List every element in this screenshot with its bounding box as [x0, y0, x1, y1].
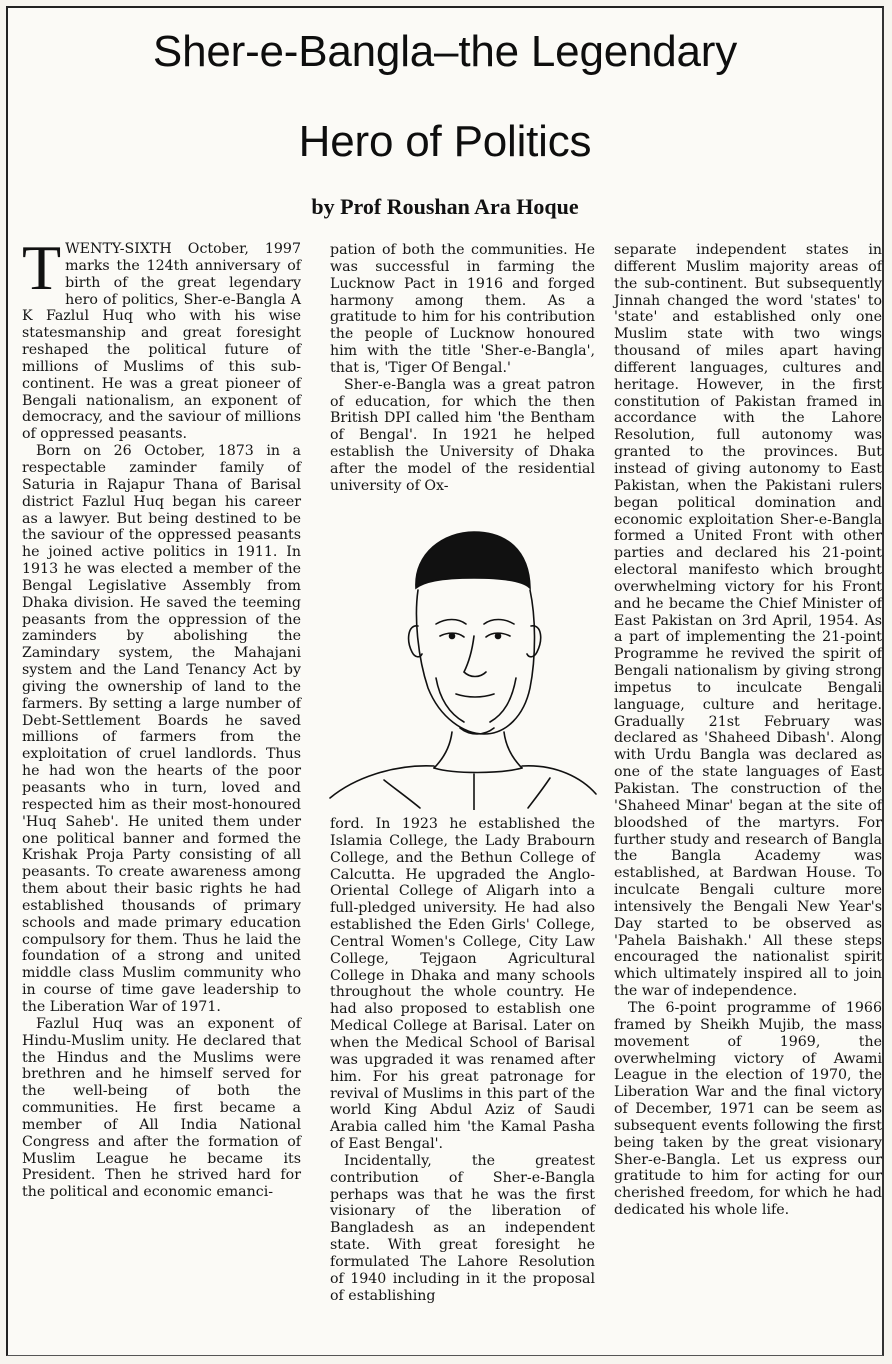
headline-line-1: Sher-e-Bangla–the Legendary — [152, 27, 738, 76]
paragraph-3: Fazlul Huq was an exponent of Hindu-Muslim unity. He declared that the Hindus and the Muslims were brethren and he himself served for the well-being of both the communities. He first became a member of All India National Congress and after the formation of Muslim League he became its President. Then he strived hard for the political and economic emanci- — [22, 1015, 301, 1201]
paragraph-5: Sher-e-Bangla was a great patron of education, for which the then British DPI called him 'the Bentham of Bengal'. In 1921 he helped establish the University of Dhaka after the model of the residential university of Ox- — [330, 376, 595, 494]
paragraph-7: Incidentally, the greatest contribution of Sher-e-Bangla perhaps was that he was the first visionary of the liberation of Bangladesh as an independent state. With great foresight he formulated The Lahore Resolution of 1940 including in it the proposal of establishing — [330, 1152, 595, 1304]
article-column-2-bottom — [330, 816, 595, 1304]
article-column-3 — [614, 242, 882, 1219]
paragraph-1: TWENTY-SIXTH October, 1997 marks the 124th anniversary of birth of the great legendary hero of politics, Sher-e-Bangla A K Fazlul Huq who with his wise statesmanship and great foresight reshaped the political future of millions of Muslims of this sub-continent. He was a great pioneer of Bengali nationalism, an exponent of democracy, and the saviour of millions of oppressed peasants. — [22, 232, 301, 443]
paragraph-2: Born on 26 October, 1873 in a respectable zaminder family of Saturia in Rajapur Thana of Barisal district Fazlul Huq began his career as a lawyer. But being destined to be the saviour of the oppressed peasants he joined active politics in 1911. In 1913 he was elected a member of the Bengal Legislative Assembly from Dhaka division. He saved the teeming peasants from the oppression of the zaminders by abolishing the Zamindary system, the Mahajani system and the Land Tenancy Act by giving the ownership of land to the farmers. By setting a large number of Debt-Settlement Boards he saved millions of farmers from the exploitation of cruel landlords. Thus he had won the hearts of the poor peasants who in turn, loved and respected him as their most-honoured 'Huq Saheb'. He united them under one political banner and formed the Krishak Proja Party consisting of all peasants. To create awareness among them about their basic rights he had established thousands of primary schools and made primary education compulsory for them. Thus he laid the foundation of a strong and united middle class Muslim community who in course of time gave leadership to the Liberation War of 1971. — [22, 443, 301, 1015]
drop-cap: T — [22, 232, 62, 303]
paragraph-9: The 6-point programme of 1966 framed by Sheikh Mujib, the mass movement of 1969, the overwhelming victory of Awami League in the election of 1970, the Liberation War and the final victory of December, 1971 can be seem as subsequent events following the first being taken by the great visionary Sher-e-Bangla. Let us express our gratitude to him for acting for our cherished freedom, for which he had dedicated his whole life. — [614, 999, 882, 1219]
paragraph-8: separate independent states in different Muslim majority areas of the sub-continent. But subsequently Jinnah changed the word 'states' to 'state' and established only one Muslim state with two wings thousand of miles apart having different languages, cultures and heritage. However, in the first constitution of Pakistan framed in accordance with the Lahore Resolution, full autonomy was granted to the provinces. But instead of giving autonomy to East Pakistan, when the Pakistani rulers began political domination and economic exploitation Sher-e-Bangla formed a United Front with other parties and declared his 21-point electoral manifesto which brought overwhelming victory for his Front and he became the Chief Minister of East Pakistan on 3rd April, 1954. As a part of implementing the 21-point Programme he revived the spirit of Bengali nationalism by giving strong impetus to inculcate Bengali language, culture and heritage. Gradually 21st February was declared as 'Shaheed Dibash'. Along with Urdu Bangla was declared as one of the state languages of East Pakistan. The construction of the 'Shaheed Minar' began at the site of bloodshed of the martyrs. For further study and research of Bangla the Bangla Academy was established, at Bardwan House. To inculcate Bengali culture more intensively the Bengali New Year's Day started to be observed as 'Pahela Baishakh.' All these steps encouraged the nationalist spirit which ultimately inspired all to join the war of independence. — [614, 242, 882, 1000]
newspaper-clipping — [6, 6, 884, 1356]
article-column-1 — [22, 232, 301, 1201]
portrait-illustration — [324, 528, 600, 810]
byline: by Prof Roushan Ara Hoque — [311, 194, 579, 219]
headline-line-2: Hero of Politics — [298, 117, 592, 166]
article-column-2-top — [330, 242, 595, 495]
paragraph-6: ford. In 1923 he established the Islamia College, the Lady Brabourn College, and the Bethun College of Calcutta. He upgraded the Anglo-Oriental College of Aligarh into a full-pledged university. He had also established the Eden Girls' College, Central Women's College, City Law College, Tejgaon Agricultural College in Dhaka and many schools throughout the whole country. He had also proposed to establish one Medical College at Barisal. Later on when the Medical School of Barisal was upgraded it was renamed after him. For his great patronage for revival of Muslims in this part of the world King Abdul Aziz of Saudi Arabia called him 'the Kamal Pasha of East Bengal'. — [330, 816, 595, 1153]
paragraph-4: pation of both the communities. He was successful in farming the Lucknow Pact in 1916 and forged harmony among them. As a gratitude to him for his contribution the people of Lucknow honoured him with the title 'Sher-e-Bangla', that is, 'Tiger Of Bengal.' — [330, 242, 595, 376]
